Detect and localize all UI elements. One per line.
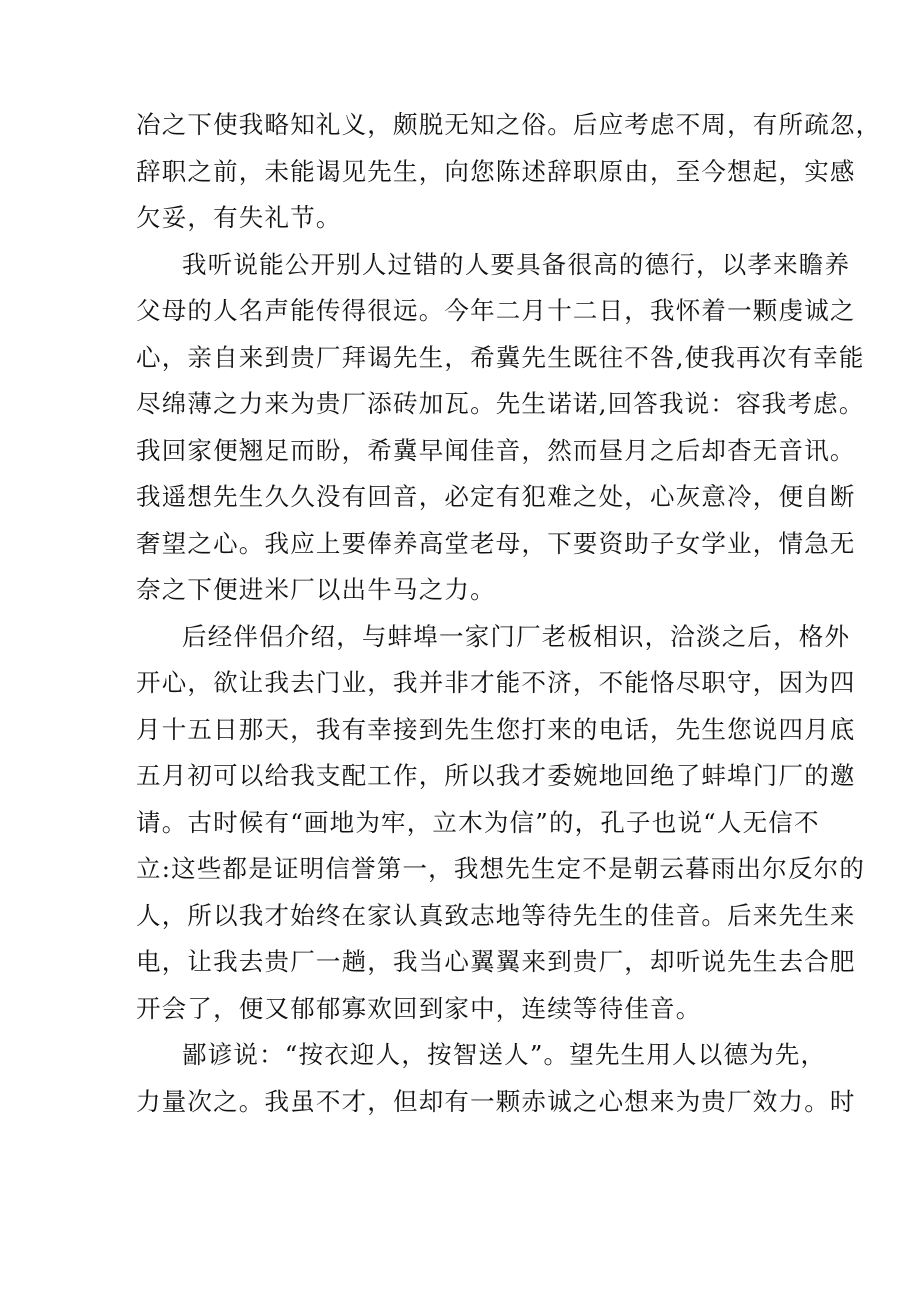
text-line: 冶之下使我略知礼义，颇脱无知之俗。后应考虑不周，有所疏忽， — [136, 110, 882, 139]
text-line: 我遥想先生久久没有回音，必定有犯难之处，心灰意冷，便自断 — [136, 482, 856, 511]
letter-body — [136, 102, 882, 1125]
text-line: 奢望之心。我应上要俸养高堂老母，下要资助子女学业，情急无 — [136, 528, 856, 558]
paragraph-2 — [136, 242, 865, 614]
text-line: 我回家便翘足而盼，希冀早闻佳音，然而昼月之后却杳无音讯。 — [136, 435, 856, 465]
text-line: 电，让我去贵厂一趟，我当心翼翼来到贵厂，却听说先生去合肥 — [136, 947, 856, 976]
text-line: 月十五日那天，我有幸接到先生您打来的电话，先生您说四月底 — [136, 714, 856, 744]
text-line: 心，亲自来到贵厂拜谒先生，希冀先生既往不咎,使我再次有幸能 — [136, 342, 865, 372]
text-line: 尽绵薄之力来为贵厂添砖加瓦。先生诺诺,回答我说：容我考虑。 — [136, 389, 865, 418]
text-line: 奈之下便进米厂以出牛马之力。 — [136, 575, 496, 604]
text-line: 开心，欲让我去门业，我并非才能不济，不能恪尽职守，因为四 — [136, 668, 856, 697]
text-line-first: 后经伴侣介绍，与蚌埠一家门厂老板相识，洽淡之后，格外 — [182, 621, 851, 651]
text-line: 开会了，便又郁郁寡欢回到家中，连续等待佳音。 — [136, 993, 702, 1023]
text-line: 父母的人名声能传得很远。今年二月十二日，我怀着一颗虔诚之 — [136, 296, 856, 325]
text-line-first: 我听说能公开别人过错的人要具备很高的德行，以孝来瞻养 — [182, 249, 851, 279]
text-line-first: 鄙谚说：“按衣迎人，按智送人”。望先生用人以德为先， — [182, 1040, 827, 1069]
text-line: 五月初可以给我支配工作，所以我才委婉地回绝了蚌埠门厂的邀 — [136, 761, 856, 790]
text-line: 人，所以我才始终在家认真致志地等待先生的佳音。后来先生来 — [136, 900, 856, 930]
text-line: 欠妥，有失礼节。 — [136, 203, 342, 232]
text-line: 请。古时候有“画地为牢，立木为信”的，孔子也说“人无信不 — [136, 807, 820, 837]
text-line: 立:这些都是证明信誉第一，我想先生定不是朝云暮雨出尔反尔的 — [136, 854, 866, 883]
paragraph-1 — [136, 102, 882, 242]
text-line: 辞职之前，未能谒见先生，向您陈述辞职原由，至今想起，实感 — [136, 156, 856, 186]
paragraph-4 — [136, 1032, 856, 1125]
text-line: 力量次之。我虽不才，但却有一颗赤诚之心想来为贵厂效力。时 — [136, 1086, 856, 1116]
paragraph-3 — [136, 614, 866, 1033]
